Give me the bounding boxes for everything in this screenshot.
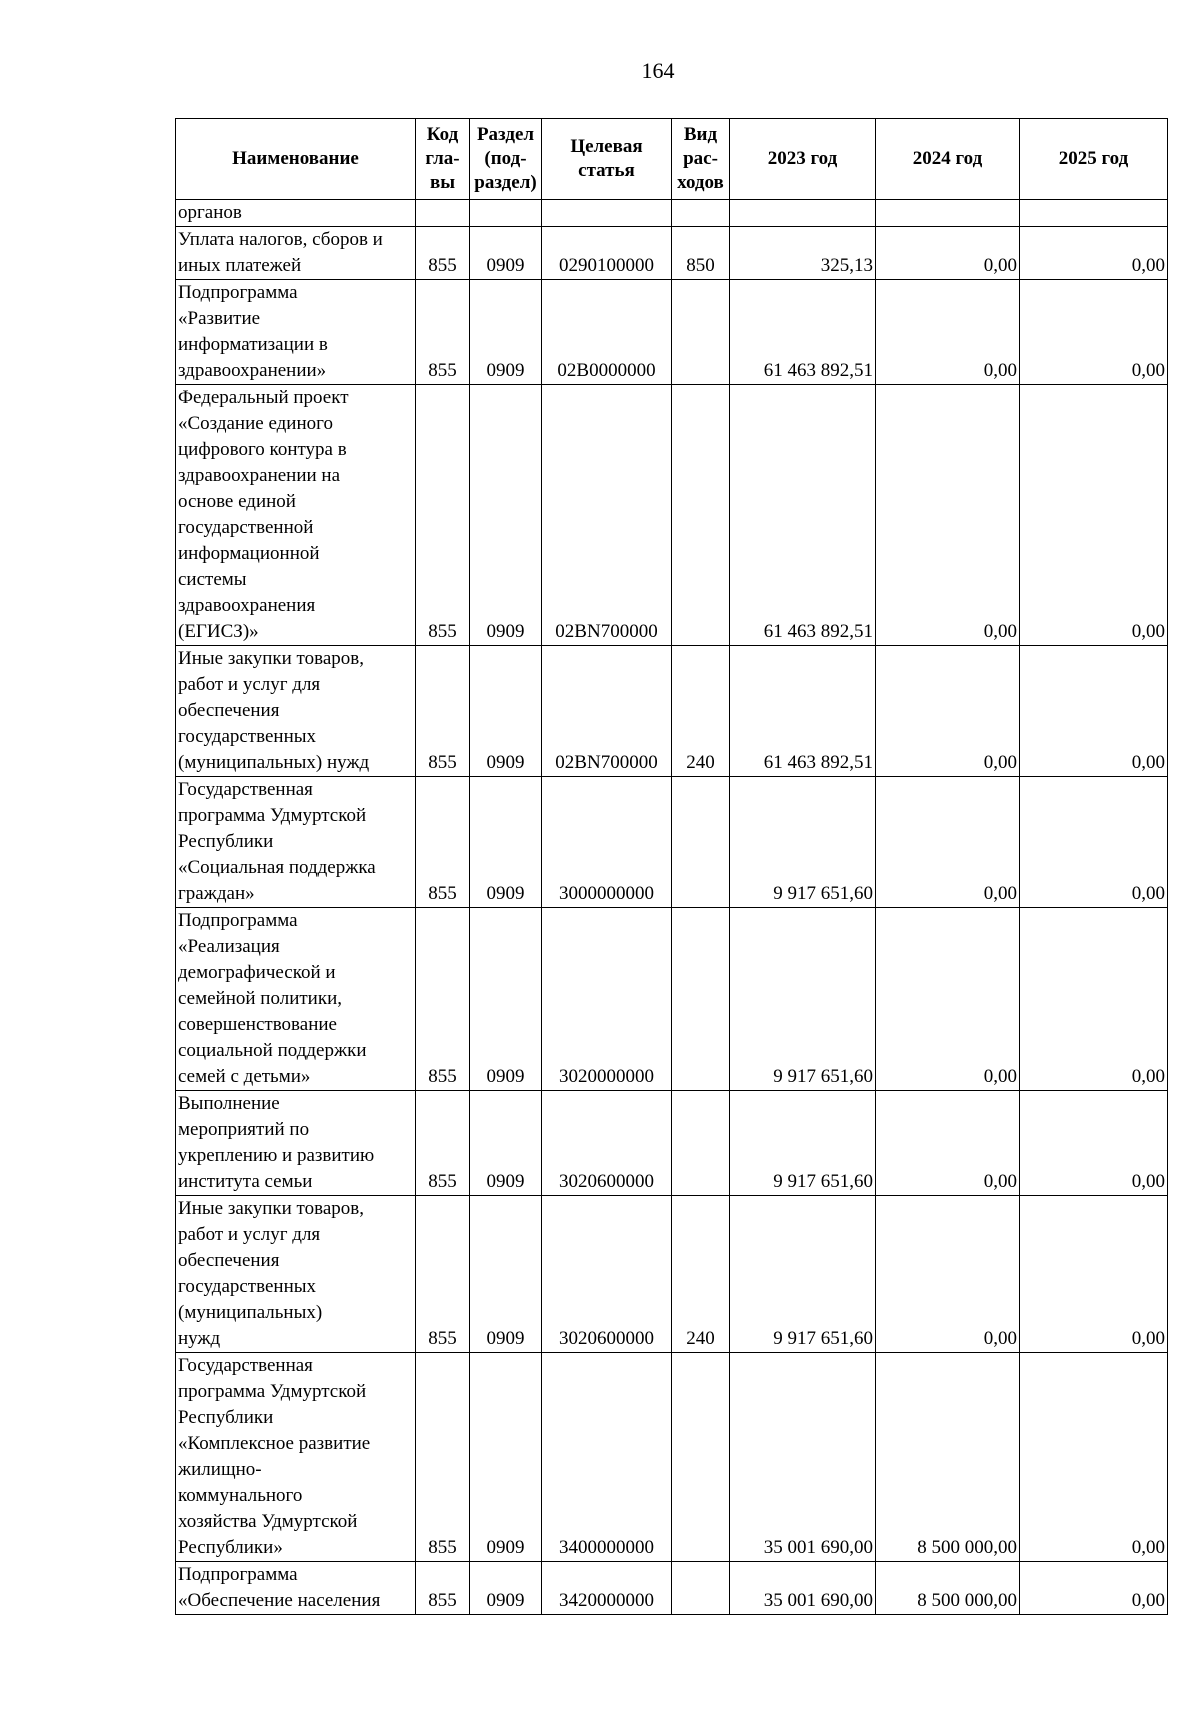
cell-2025: 0,00 bbox=[1020, 908, 1168, 1091]
cell-article: 3020600000 bbox=[542, 1091, 672, 1196]
cell-code: 855 bbox=[416, 1562, 470, 1615]
cell-2025 bbox=[1020, 200, 1168, 227]
cell-code: 855 bbox=[416, 908, 470, 1091]
cell-section: 0909 bbox=[470, 646, 542, 777]
cell-section: 0909 bbox=[470, 1353, 542, 1562]
cell-section: 0909 bbox=[470, 777, 542, 908]
cell-2023: 61 463 892,51 bbox=[730, 280, 876, 385]
cell-2024: 0,00 bbox=[876, 1196, 1020, 1353]
cell-name: Государственная программа Удмуртской Республики «Социальная поддержка граждан» bbox=[176, 777, 416, 908]
table-row bbox=[176, 777, 1168, 908]
cell-code: 855 bbox=[416, 1196, 470, 1353]
cell-name: органов bbox=[176, 200, 416, 227]
table-row bbox=[176, 227, 1168, 280]
cell-article: 3400000000 bbox=[542, 1353, 672, 1562]
header-section: Раздел (под- раздел) bbox=[470, 119, 542, 200]
cell-name: Иные закупки товаров, работ и услуг для обеспечения государственных (муниципальных) нужд bbox=[176, 1196, 416, 1353]
header-2024: 2024 год bbox=[876, 119, 1020, 200]
table-row bbox=[176, 385, 1168, 646]
cell-section bbox=[470, 200, 542, 227]
cell-2024: 0,00 bbox=[876, 908, 1020, 1091]
cell-section: 0909 bbox=[470, 908, 542, 1091]
cell-2023: 61 463 892,51 bbox=[730, 385, 876, 646]
header-name: Наименование bbox=[176, 119, 416, 200]
table-body bbox=[176, 200, 1168, 1615]
cell-article: 02ВN700000 bbox=[542, 646, 672, 777]
cell-kind bbox=[672, 777, 730, 908]
cell-2024 bbox=[876, 200, 1020, 227]
cell-kind: 850 bbox=[672, 227, 730, 280]
cell-code: 855 bbox=[416, 280, 470, 385]
cell-kind bbox=[672, 1353, 730, 1562]
cell-kind bbox=[672, 908, 730, 1091]
cell-name: Подпрограмма «Обеспечение населения bbox=[176, 1562, 416, 1615]
cell-article: 3000000000 bbox=[542, 777, 672, 908]
cell-article bbox=[542, 200, 672, 227]
header-code: Код гла- вы bbox=[416, 119, 470, 200]
cell-kind bbox=[672, 385, 730, 646]
cell-2024: 0,00 bbox=[876, 777, 1020, 908]
cell-section: 0909 bbox=[470, 1562, 542, 1615]
cell-2023: 61 463 892,51 bbox=[730, 646, 876, 777]
cell-kind bbox=[672, 1091, 730, 1196]
cell-kind bbox=[672, 280, 730, 385]
cell-article: 3020600000 bbox=[542, 1196, 672, 1353]
cell-name: Иные закупки товаров, работ и услуг для обеспечения государственных (муниципальных) нужд bbox=[176, 646, 416, 777]
cell-name: Выполнение мероприятий по укреплению и развитию института семьи bbox=[176, 1091, 416, 1196]
cell-section: 0909 bbox=[470, 1091, 542, 1196]
cell-article: 02В0000000 bbox=[542, 280, 672, 385]
table-row bbox=[176, 908, 1168, 1091]
cell-name: Федеральный проект «Создание единого цифрового контура в здравоохранении на основе единой государственной информационной системы здравоохранения (ЕГИСЗ)» bbox=[176, 385, 416, 646]
cell-2025: 0,00 bbox=[1020, 1562, 1168, 1615]
cell-2023: 9 917 651,60 bbox=[730, 777, 876, 908]
cell-code: 855 bbox=[416, 777, 470, 908]
cell-2023: 35 001 690,00 bbox=[730, 1353, 876, 1562]
cell-kind: 240 bbox=[672, 646, 730, 777]
cell-2024: 0,00 bbox=[876, 646, 1020, 777]
cell-2025: 0,00 bbox=[1020, 777, 1168, 908]
cell-2025: 0,00 bbox=[1020, 646, 1168, 777]
cell-2024: 8 500 000,00 bbox=[876, 1353, 1020, 1562]
cell-name: Подпрограмма «Развитие информатизации в здравоохранении» bbox=[176, 280, 416, 385]
cell-article: 02ВN700000 bbox=[542, 385, 672, 646]
cell-code: 855 bbox=[416, 1091, 470, 1196]
header-kind: Вид рас- ходов bbox=[672, 119, 730, 200]
table-row bbox=[176, 646, 1168, 777]
cell-2023: 9 917 651,60 bbox=[730, 1196, 876, 1353]
cell-2025: 0,00 bbox=[1020, 227, 1168, 280]
cell-code: 855 bbox=[416, 646, 470, 777]
cell-2025: 0,00 bbox=[1020, 385, 1168, 646]
cell-section: 0909 bbox=[470, 385, 542, 646]
cell-2024: 0,00 bbox=[876, 280, 1020, 385]
cell-article: 3020000000 bbox=[542, 908, 672, 1091]
table-row bbox=[176, 200, 1168, 227]
cell-2023: 9 917 651,60 bbox=[730, 908, 876, 1091]
table-row bbox=[176, 1562, 1168, 1615]
cell-section: 0909 bbox=[470, 227, 542, 280]
cell-2024: 0,00 bbox=[876, 227, 1020, 280]
cell-code bbox=[416, 200, 470, 227]
cell-code: 855 bbox=[416, 385, 470, 646]
cell-name: Государственная программа Удмуртской Республики «Комплексное развитие жилищно- коммунального хозяйства Удмуртской Республики» bbox=[176, 1353, 416, 1562]
cell-2023: 35 001 690,00 bbox=[730, 1562, 876, 1615]
table-row bbox=[176, 1353, 1168, 1562]
cell-code: 855 bbox=[416, 227, 470, 280]
cell-2025: 0,00 bbox=[1020, 1196, 1168, 1353]
cell-2025: 0,00 bbox=[1020, 280, 1168, 385]
cell-2023: 325,13 bbox=[730, 227, 876, 280]
cell-2023 bbox=[730, 200, 876, 227]
table-row bbox=[176, 1196, 1168, 1353]
budget-table bbox=[175, 118, 1168, 1615]
cell-2025: 0,00 bbox=[1020, 1353, 1168, 1562]
cell-2024: 0,00 bbox=[876, 385, 1020, 646]
cell-section: 0909 bbox=[470, 280, 542, 385]
cell-article: 3420000000 bbox=[542, 1562, 672, 1615]
table-header-row bbox=[176, 119, 1168, 200]
cell-kind bbox=[672, 1562, 730, 1615]
cell-name: Подпрограмма «Реализация демографической и семейной политики, совершенствование социальной поддержки семей с детьми» bbox=[176, 908, 416, 1091]
cell-code: 855 bbox=[416, 1353, 470, 1562]
cell-section: 0909 bbox=[470, 1196, 542, 1353]
cell-kind: 240 bbox=[672, 1196, 730, 1353]
table-row bbox=[176, 280, 1168, 385]
header-2023: 2023 год bbox=[730, 119, 876, 200]
cell-2023: 9 917 651,60 bbox=[730, 1091, 876, 1196]
header-article: Целевая статья bbox=[542, 119, 672, 200]
cell-2024: 8 500 000,00 bbox=[876, 1562, 1020, 1615]
cell-kind bbox=[672, 200, 730, 227]
cell-article: 0290100000 bbox=[542, 227, 672, 280]
cell-2025: 0,00 bbox=[1020, 1091, 1168, 1196]
page-number: 164 bbox=[641, 58, 675, 83]
cell-name: Уплата налогов, сборов и иных платежей bbox=[176, 227, 416, 280]
cell-2024: 0,00 bbox=[876, 1091, 1020, 1196]
header-2025: 2025 год bbox=[1020, 119, 1168, 200]
table-row bbox=[176, 1091, 1168, 1196]
